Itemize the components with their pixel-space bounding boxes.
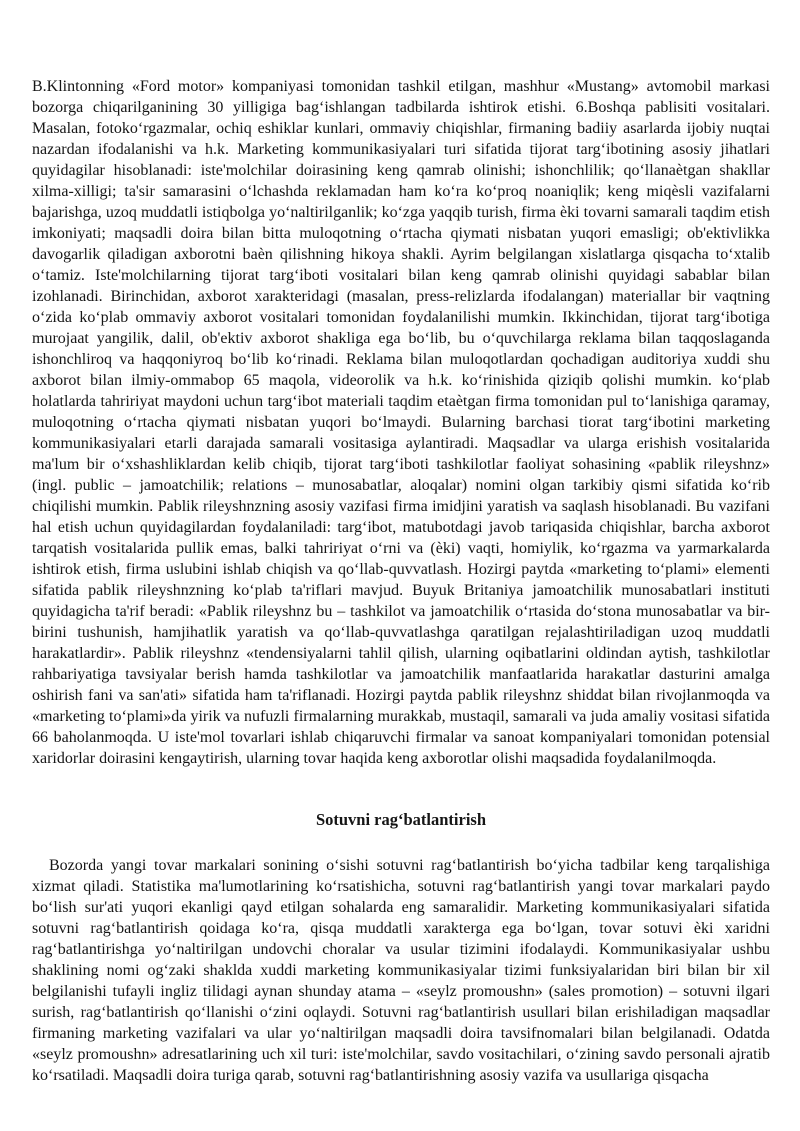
- text-block: [32, 76, 770, 1086]
- body-paragraph-1: B.Klintonning «Ford motor» kompaniyasi tomonidan tashkil etilgan, mashhur «Mustang» avtomobil markasi bozorga chiqarilganining 30 yilligiga bagʻishlangan tadbilarda ishtirok etishi. 6.Boshqa pablisiti vositalari. Masalan, fotokoʻrgazmalar, ochiq eshiklar kunlari, ommaviy chiqishlar, firmaning badiiy asarlarda ijobiy nuqtai nazardan ifodalanishi va h.k. Marketing kommunikasiyalari turi sifatida tijorat targʻibotining asosiy jihatlari quyidagilar hisoblanadi: iste'molchilar doirasining keng qamrab olinishi; ishonchlilik; qoʻllanaètgan shakllar xilma-xilligi; ta'sir samarasini oʻlchashda reklamadan ham koʻra koʻproq noaniqlik; keng miqèsli vazifalarni bajarishga, uzoq muddatli istiqbolga yoʻnaltirilganlik; koʻzga yaqqib turish, firma èki tovarni samarali taqdim etish imkoniyati; maqsadli doira bilan bitta muloqotning oʻrtacha qiymati nisbatan yuqori emasligi; ob'ektivlikka davogarlik qiladigan axborotni baèn qilishning hikoya shakli. Ayrim belgilangan xislatlarga qisqacha toʻxtalib oʻtamiz. Iste'molchilarning tijorat targʻiboti vositalari bilan keng qamrab olinishi quyidagi sabablar bilan izohlanadi. Birinchidan, axborot xarakteridagi (masalan, press-relizlarda ifodalangan) materiallar bir vaqtning oʻzida koʻplab ommaviy axborot vositalari tomonidan foydalanilishi mumkin. Ikkinchidan, tijorat targʻibotiga murojaat yangilik, dalil, ob'ektiv axborot shakliga ega boʻlib, bu oʻquvchilarga reklama bilan taqqoslaganda ishonchliroq va haqqoniyroq boʻlib koʻrinadi. Reklama bilan muloqotlardan qochadigan auditoriya xuddi shu axborot bilan ilmiy-ommabop 65 maqola, videorolik va h.k. koʻrinishida qiziqib qolishi mumkin. koʻplab holatlarda tahririyat maydoni uchun targʻibot materiali taqdim etaètgan firma tomonidan pul toʻlanishiga qaramay, muloqotning oʻrtacha qiymati nisbatan yuqori boʻlmaydi. Bularning barchasi tiorat targʻibotini marketing kommunikasiyalari etarli darajada samarali vositasiga aylantiradi. Maqsadlar va ularga erishish vositalarida ma'lum bir oʻxshashliklardan kelib chiqib, tijorat targʻiboti tashkilotlar faoliyat sohasining «pablik rileyshnz» (ingl. public – jamoatchilik; relations – munosabatlar, aloqalar) nomini olgan tarkibiy qismi sifatida koʻrib chiqilishi mumkin. Pablik rileyshnzning asosiy vazifasi firma imidjini yaratish va saqlash hisoblanadi. Bu vazifani hal etish uchun quyidagilardan foydalaniladi: targʻibot, matubotdagi javob tariqasida chiqishlar, barcha axborot tarqatish vositalarida pullik emas, balki tahririyat oʻrni va (èki) vaqti, homiylik, koʻrgazma va yarmarkalarda ishtirok etish, firma uslubini ishlab chiqish va qoʻllab-quvvatlash. Hozirgi paytda «marketing toʻplami» elementi sifatida pablik rileyshnzning koʻplab ta'riflari mavjud. Buyuk Britaniya jamoatchilik munosabatlari instituti quyidagicha ta'rif beradi: «Pablik rileyshnz bu – tashkilot va jamoatchilik oʻrtasida doʻstona munosabatlar va bir-birini tushunish, hamjihatlik yaratish va qoʻllab-quvvatlashga qaratilgan rejalashtiriladigan uzoq muddatli harakatlardir». Pablik rileyshnz «tendensiyalarni tahlil qilish, ularning oqibatlarini oldindan aytish, tashkilotlar rahbariyatiga tavsiyalar berish hamda tashkilotlar va jamoatchilik manfaatlarida harakatlar dasturini amalga oshirish fani va san'ati» sifatida ham ta'riflanadi. Hozirgi paytda pablik rileyshnz shiddat bilan rivojlanmoqda va «marketing toʻplami»da yirik va nufuzli firmalarning murakkab, mustaqil, samarali va juda amaliy vositasi sifatida 66 baholanmoqda. U iste'mol tovarlari ishlab chiqaruvchi firmalar va sanoat kompaniyalari tomonidan potensial xaridorlar doirasini kengaytirish, ularning tovar haqida keng axborotlar olishi maqsadida foydalanilmoqda.: [32, 78, 770, 767]
- body-paragraph-2: Bozorda yangi tovar markalari sonining oʻsishi sotuvni ragʻbatlantirish boʻyicha tadbilar keng tarqalishiga xizmat qiladi. Statistika ma'lumotlarining koʻrsatishicha, sotuvni ragʻbatlantirish yangi tovar markalari paydo boʻlish sur'ati yuqori ekanligi qayd etilgan sohalarda eng samaralidir. Marketing kommunikasiyalari sifatida sotuvni ragʻbatlantirish qoidaga koʻra, qisqa muddatli xarakterga ega boʻlgan, tovar sotuvi èki xaridni ragʻbatlantirishga yoʻnaltirilgan undovchi choralar va usular tizimini ifodalaydi. Kommunikasiyalar ushbu shaklining nomi ogʻzaki shaklda xuddi marketing kommunikasiyalar tizimi funksiyalaridan biri bilan bir xil belgilanishi tufayli ingliz tilidagi aynan shunday atama – «seylz promoushn» (sales promotion) – sotuvni ilgari surish, ragʻbatlantirish qoʻllanishi oʻzini oqlaydi. Sotuvni ragʻbatlantirish usullari bilan erishiladigan maqsadlar firmaning marketing vazifalari va ular yoʻnaltirilgan maqsadli doira tavsifnomalari bilan belgilanadi. Odatda «seylz promoushn» adresatlarining uch xil turi: iste'molchilar, savdo vositachilari, oʻzining savdo personali ajratib koʻrsatiladi. Maqsadli doira turiga qarab, sotuvni ragʻbatlantirishning asosiy vazifa va usullariga qisqacha: [32, 857, 770, 1084]
- section-heading: Sotuvni ragʻbatlantirish: [315, 810, 487, 829]
